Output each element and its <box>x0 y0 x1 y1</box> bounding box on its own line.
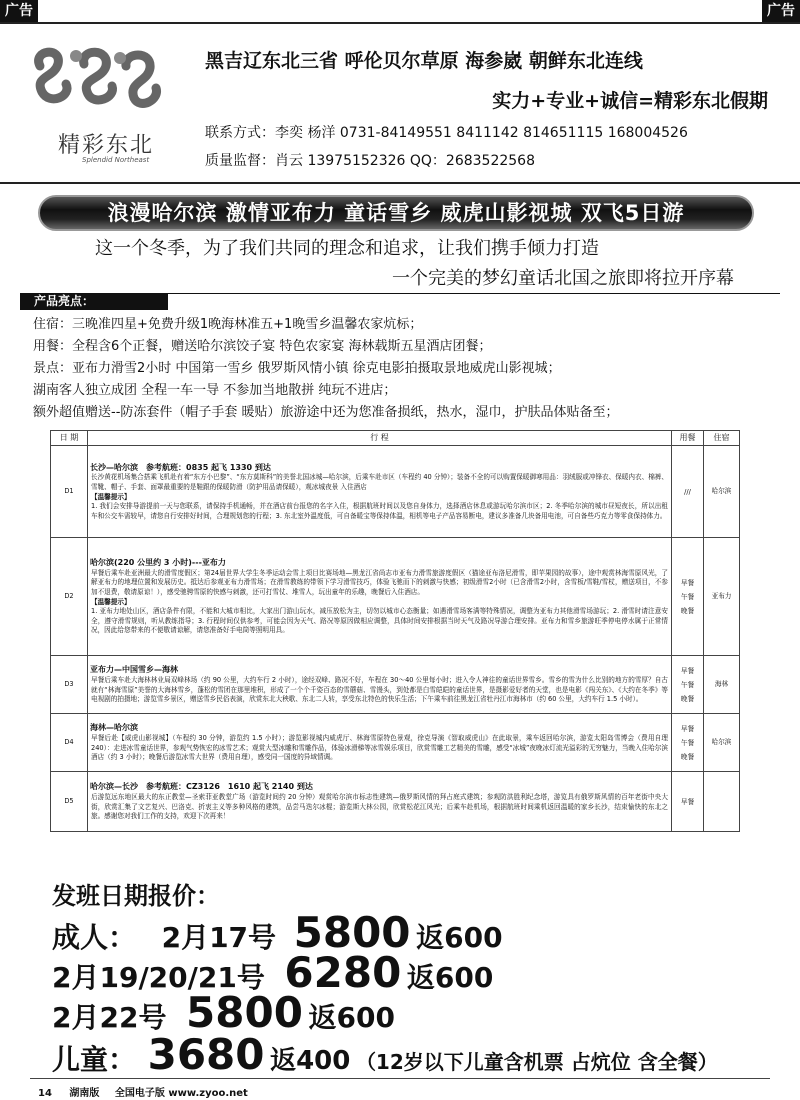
tour-title-banner: 浪漫哈尔滨 激情亚布力 童话雪乡 威虎山影视城 双飞5日游 <box>38 195 754 231</box>
day-title: 哈尔滨—长沙 参考航班：CZ3126 1610 起飞 2140 到达 <box>90 782 313 792</box>
day-cell: D3 <box>51 656 88 714</box>
row3-rebate: 返600 <box>308 1001 395 1034</box>
day-title: 长沙—哈尔滨 参考航班：0835 起飞 1330 到达 <box>90 462 271 472</box>
logo-swirl-icon <box>22 36 172 131</box>
ad-tag-right: 广告 <box>762 0 800 22</box>
stay-cell: 海林 <box>704 656 740 714</box>
highlight-item: 住宿：三晚准四星+免费升级1晚海林准五+1晚雪乡温馨农家炕标； <box>33 317 423 332</box>
child-price: 3680 <box>147 1030 265 1079</box>
logo-subtitle: Splendid Northeast <box>82 156 150 164</box>
stay-cell: 亚布力 <box>704 538 740 656</box>
day-title: 海林—哈尔滨 <box>90 723 138 733</box>
site: 全国电子版 www.zyoo.net <box>114 1088 248 1099</box>
top-rule <box>0 22 800 24</box>
table-row <box>51 772 740 832</box>
table-header-row <box>51 431 740 446</box>
highlights-title: 产品亮点： <box>20 293 168 310</box>
meals-cell: 早餐 午餐 晚餐 <box>672 656 704 714</box>
highlight-item: 湖南客人独立成团 全程一车一导 不参加当地散拼 纯玩不进店； <box>33 383 397 398</box>
row2-price: 6280 <box>284 948 402 997</box>
row3-date: 2月22号 <box>52 1001 167 1034</box>
table-row <box>51 538 740 656</box>
itinerary-cell <box>88 656 672 714</box>
row2-date: 2月19/20/21号 <box>52 961 265 994</box>
day-cell: D2 <box>51 538 88 656</box>
meals-cell: 早餐 午餐 晚餐 <box>672 538 704 656</box>
table-row <box>51 714 740 772</box>
highlight-item: 景点：亚布力滑雪2小时 中国第一雪乡 俄罗斯风情小镇 徐克电影拍摄取景地威虎山影视城； <box>33 361 561 376</box>
header-stay: 住宿 <box>704 431 740 446</box>
intro-line-2: 一个完美的梦幻童话北国之旅即将拉开序幕 <box>392 268 734 289</box>
day-cell: D5 <box>51 772 88 832</box>
footer-rule <box>30 1078 770 1079</box>
adult-rebate: 返600 <box>416 921 503 954</box>
meals-cell: 早餐 <box>672 772 704 832</box>
highlight-item: 额外超值赠送--防冻套件（帽子手套 暖贴）旅游途中还为您准备损纸，热水，湿巾，护肤品体贴备至； <box>33 405 619 420</box>
row2-rebate: 返600 <box>406 961 494 994</box>
child-note: （12岁以下儿童含机票 占炕位 含全餐） <box>355 1050 718 1074</box>
highlight-item: 用餐：全程含6个正餐，赠送哈尔滨饺子宴 特色农家宴 海林载斯五星酒店团餐； <box>33 339 492 354</box>
day-cell: D4 <box>51 714 88 772</box>
day-title: 哈尔滨(220 公里约 3 小时)---亚布力 <box>90 558 226 568</box>
stay-cell: 哈尔滨 <box>704 714 740 772</box>
itinerary-cell <box>88 446 672 538</box>
day-tip: 1. 亚布力地处山区，酒店条件有限，不能和大城市相比，大家出门游山玩水，减压放松为主，切勿以城市心态衡量；如遇滑雪场客满等特殊情况，调整为亚布力其他滑雪场游玩；2. 滑雪时请注意安全，遵守滑雪规则，听从教练指导；3. 行程时间仅供参考，可能会因为天气、路况等原因做相应调整，具体时间安排根据当时天气及路况导游合理安排。亚布力和雪乡旅游旺季停电停水属于正常情况，因此给您带来的不便敬请谅解，请您准备好手电筒等照明用具。 <box>91 607 668 635</box>
day-cell: D1 <box>51 446 88 538</box>
meals-cell: 早餐 午餐 晚餐 <box>672 714 704 772</box>
intro-line-1: 这一个冬季，为了我们共同的理念和追求，让我们携手倾力打造 <box>95 238 599 259</box>
day-body: 早餐后赴【威虎山影视城】（车程约 30 分钟，游览约 1.5 小时）；游览影视城内威虎厅、林海雪原特色景观，徐克导演《智取威虎山》在此取景，乘车返回哈尔滨，游览太阳岛雪博会（费用自理 240）：走进冰雪童话世界，参观气势恢宏的冰雪艺术；观赏大型冰雕和雪雕作品，体验冰滑梯等冰雪娱乐项目，欣赏雪雕工艺精美的雪雕，感受“冰城”夜晚冰灯流光溢彩的无穷魅力，当晚入住哈尔滨酒店（约 3 小时）；晚餐后游览冰雪大世界（费用自理），感受同一国度的异域情调。 <box>91 733 668 762</box>
child-rebate: 返400 <box>270 1046 351 1076</box>
meals-cell: /// <box>672 446 704 538</box>
header-contact: 联系方式：李奕 杨洋 0731-84149551 8411142 814651115 168004526 <box>205 125 688 141</box>
itinerary-cell <box>88 538 672 656</box>
logo <box>22 36 182 166</box>
row3-price: 5800 <box>186 988 303 1037</box>
day-tip: 1. 我们会安排导游提前一天与您联系，请保持手机通畅，并在酒店前台报您的名字入住，根据航班时间以及您自身体力，选择酒店休息或游玩哈尔滨市区；2. 冬季哈尔滨的城市昼短夜长，所以出租车和公交车需较早，请您自行安排好时间，合理规划您的行程；3. 东北室外温度低，可自备暖宝等保持体温，相机等电子产品容易断电，建议多准备几块备用电池，可自备些巧克力等零食保持体力。 <box>91 502 668 520</box>
page-number: 14 <box>38 1088 52 1099</box>
itinerary-table <box>50 430 740 832</box>
footer <box>38 1084 248 1099</box>
day-title: 亚布力—中国雪乡—海林 <box>90 665 178 675</box>
header-day: 日 期 <box>51 431 88 446</box>
day-body: 早餐后乘车赴大海林林业局双峰林场（约 90 公里，大约车行 2 小时），途经双峰、路况不好，车程在 30～40 公里每小时；进入令人神往的童话世界雪乡。雪乡的雪为什么比别的地方的雪厚？自古就有“林海雪原”美誉的大海林雪乡，蓬松的雪团在那里堆积，形成了一个个千姿百态的雪蘑菇、雪馒头，到处都是白雪皑皑的童话世界，是摄影爱好者的天堂，也是电影《闯关东》、《大约在冬季》等电视剧的拍摄地；游览雪乡景区，赠送雪乡民俗表演，欣赏东北大秧歌、东北二人转，享受东北特色的快乐生活；下午乘车前往黑龙江省牡丹江市海林市（约 60 公里，大约车行 1.5 小时）。 <box>91 675 668 704</box>
child-label: 儿童： <box>52 1043 137 1076</box>
price-row-child <box>52 1030 718 1079</box>
tip-title: 【温馨提示】 <box>91 597 131 606</box>
stay-cell: 哈尔滨 <box>704 446 740 538</box>
header-destinations: 黑吉辽东北三省 呼伦贝尔草原 海参崴 朝鲜东北连线 <box>205 50 643 72</box>
adult-label: 成人： <box>52 921 137 954</box>
tip-title: 【温馨提示】 <box>91 492 131 501</box>
day-body: 早餐后乘车赴亚洲最大的滑雪度假区；第24届世界大学生冬季运动会雪上项目比赛场地—黑龙江省尚志市亚布力滑雪旅游度假区（猫途亚布洛尼滑雪，即苹果园的故事），途中观赏林海雪原风光，了解亚布力的地理位置和发展历史。抵达后参观亚布力滑雪场；在滑雪教练的带领下学习滑雪技巧，体验飞驰而下的刺激与快感；初级滑雪2小时（已含滑雪2小时，含雪板/雪鞋/雪杖，赠送项目，不参加不退费，敬请原谅！），感受驰骋雪原的快感与刺激，还可打雪仗、堆雪人，玩出童年的乐趣，晚餐后入住酒店。 <box>91 568 668 596</box>
itinerary-cell <box>88 772 672 832</box>
day-body: 长沙黄花机场集合搭乘飞机赴有着“东方小巴黎”、“东方莫斯科”的美誉北国冰城—哈尔滨，后乘车赴市区（车程约 40 分钟）；装备不全的可以购置保暖御寒用品：羽绒服或冲锋衣、保暖内衣、棉裤、雪靴、帽子、手套、面罩最重要的是鞋跟的保暖防滑（防护用品请保暖），观冰城夜景 入住酒店 <box>91 473 668 491</box>
logo-text: 精彩东北 <box>58 133 155 158</box>
day-body: 后游览远东地区最大的东正教堂—圣索菲亚教堂广场（游览时间约 20 分钟）观赏哈尔滨市标志性建筑—俄罗斯风情的拜占庭式建筑；参观防洪胜利纪念塔，游览具有俄罗斯风情的百年老街中央大街，欣赏汇集了文艺复兴、巴洛克、折衷主义等多种风格的建筑，品尝马迭尔冰棍；游览斯大林公园，欣赏松花江风光；后乘车赴机场，根据航班时间乘机返回温暖的家乡长沙，结束愉快的东北之旅。感谢您对我们工作的支持，欢迎下次再来！ <box>91 792 668 821</box>
table-row <box>51 656 740 714</box>
adult-price: 5800 <box>293 908 411 957</box>
price-section-title: 发班日期报价： <box>52 882 220 910</box>
itinerary-cell <box>88 714 672 772</box>
adult-date: 2月17号 <box>161 921 277 954</box>
edition: 湖南版 <box>69 1088 100 1099</box>
ad-tag-left: 广告 <box>0 0 38 22</box>
header-slogan: 实力+专业+诚信=精彩东北假期 <box>492 90 768 112</box>
header-rule <box>0 182 800 184</box>
header-meals: 用餐 <box>672 431 704 446</box>
table-row <box>51 446 740 538</box>
stay-cell <box>704 772 740 832</box>
header-supervision: 质量监督：肖云 13975152326 QQ：2683522568 <box>205 153 535 169</box>
header-itinerary: 行 程 <box>88 431 672 446</box>
